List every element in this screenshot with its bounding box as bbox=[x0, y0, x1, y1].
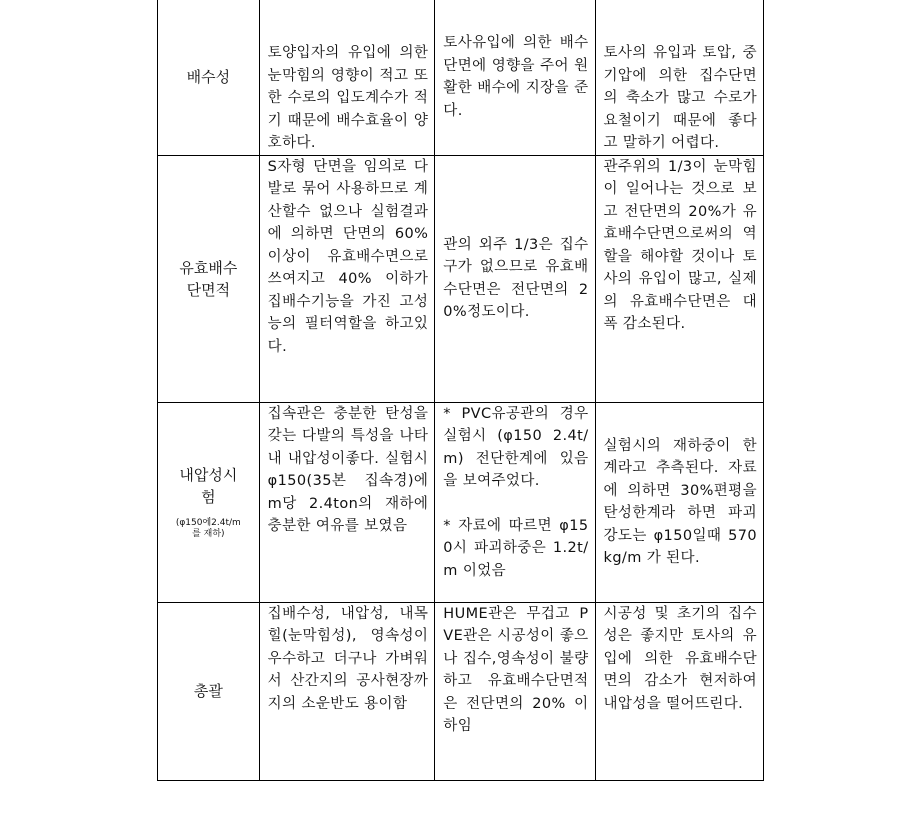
table-cell: 토사유입에 의한 배수단면에 영향을 주어 원활한 배수에 지장을 준다. bbox=[435, 0, 595, 155]
table-cell: 집배수성, 내압성, 내목힐(눈막힘성), 영속성이 우수하고 더구나 가벼워서 산간지의 공사현장까지의 소운반도 용이함 bbox=[259, 602, 435, 780]
table-cell bbox=[435, 402, 595, 602]
row-label-pressure-test bbox=[158, 402, 260, 602]
row-label-text: 단면적 bbox=[186, 280, 231, 299]
table-cell: 시공성 및 초기의 집수성은 좋지만 토사의 유입에 의한 유효배수단면의 감소가 현저하여 내압성을 떨어뜨린다. bbox=[595, 602, 763, 780]
comparison-table bbox=[157, 0, 764, 781]
table-cell: S자형 단면을 임의로 다발로 묶어 사용하므로 계산할수 없으나 실험결과에 의하면 단면의 60% 이상이 유효배수면으로 쓰여지고 40% 이하가 집배수기능을 가진 고성능의 필터역할을 하고있다. bbox=[259, 155, 435, 402]
row-label-drainage bbox=[158, 0, 260, 155]
table-row bbox=[158, 155, 764, 402]
row-label-text: 험 bbox=[201, 488, 216, 506]
table-cell: 관주위의 1/3이 눈막힘이 일어나는 것으로 보고 전단면의 20%가 유효배수단면으로써의 역할을 해야할 것이나 토사의 유입이 많고, 실제의 유효배수단면은 대폭 감소된다. bbox=[595, 155, 763, 402]
table-cell: HUME관은 무겁고 PVE관은 시공성이 좋으나 집수,영속성이 불량하고 유효배수단면적은 전단면의 20% 이하임 bbox=[435, 602, 595, 780]
table-cell: 토양입자의 유입에 의한 눈막힘의 영향이 적고 또한 수로의 입도계수가 적기 때문에 배수효율이 양호하다. bbox=[259, 0, 435, 155]
table-cell: 관의 외주 1/3은 집수구가 없으므로 유효배수단면은 전단면의 20%정도이다. bbox=[435, 155, 595, 402]
cell-paragraph: * 자료에 따르면 φ150시 파괴하중은 1.2t/m 이었음 bbox=[443, 517, 589, 579]
table-row bbox=[158, 402, 764, 602]
table-row bbox=[158, 0, 764, 155]
row-label-text: 내압성시 bbox=[179, 466, 238, 484]
table-row bbox=[158, 602, 764, 780]
table-cell: 토사의 유입과 토압, 중기압에 의한 집수단면의 축소가 많고 수로가 요철이기 때문에 좋다고 말하기 어렵다. bbox=[595, 0, 763, 155]
row-label-text: 총괄 bbox=[193, 682, 223, 700]
row-label-summary bbox=[158, 602, 260, 780]
table-cell: 실험시의 재하중이 한계라고 추측된다. 자료에 의하면 30%편평을 탄성한계라 하면 파괴강도는 φ150일때 570kg/m 가 된다. bbox=[595, 402, 763, 602]
table-cell: 집속관은 충분한 탄성을 갖는 다발의 특성을 나타내 내압성이좋다. 실험시 φ150(35본 집속경)에 m당 2.4ton의 재하에 충분한 여유를 보였음 bbox=[259, 402, 435, 602]
row-label-text: 배수성 bbox=[186, 68, 231, 87]
row-label-effective-area bbox=[158, 155, 260, 402]
row-label-note: (φ150에2.4t/m를 재하) bbox=[175, 518, 241, 539]
paragraph-gap bbox=[443, 493, 588, 515]
cell-paragraph: * PVC유공관의 경우 실험시 (φ150 2.4t/m) 전단한계에 있음을 보여주었다. bbox=[443, 405, 589, 489]
row-label-text: 유효배수 bbox=[179, 258, 238, 277]
